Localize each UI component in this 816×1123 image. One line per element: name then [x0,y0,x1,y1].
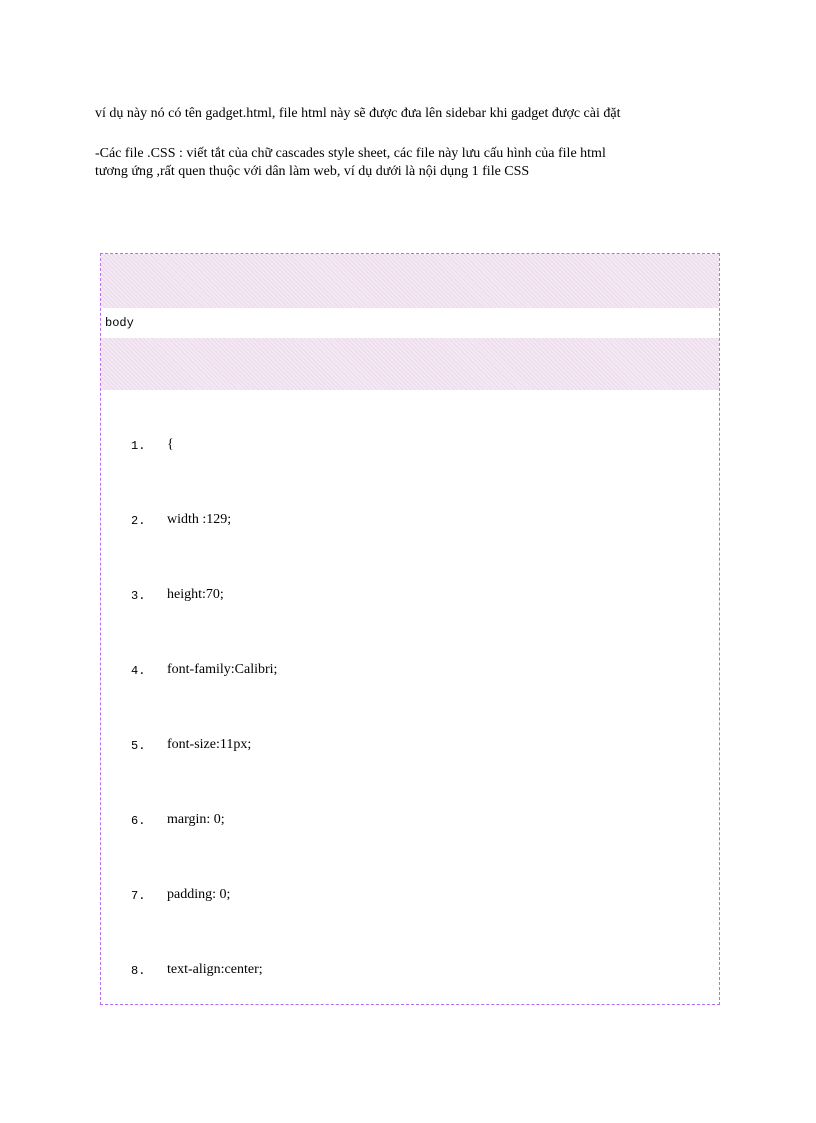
code-text: padding: 0; [167,887,231,902]
code-text: height:70; [167,587,224,602]
intro-line-1: ví dụ này nó có tên gadget.html, file html này sẽ được đưa lên sidebar khi gadget được cài đặt [95,106,621,121]
code-text: font-family:Calibri; [167,662,278,677]
intro-line-2: -Các file .CSS : viết tắt của chữ cascades style sheet, các file này lưu cấu hình của file html [95,146,606,161]
line-number: 7. [131,889,146,903]
line-number: 2. [131,514,146,528]
code-text: margin: 0; [167,812,225,827]
code-text: width :129; [167,512,232,527]
line-number: 6. [131,814,146,828]
code-line [101,887,719,905]
code-subheader-shade [101,338,719,390]
css-code-block [100,253,720,1005]
css-selector: body [105,316,134,330]
code-text: { [167,437,174,452]
line-number: 5. [131,739,146,753]
line-number: 1. [131,439,146,453]
line-number: 8. [131,964,146,978]
code-line [101,662,719,680]
code-header-shade [101,254,719,308]
code-text: font-size:11px; [167,737,252,752]
line-number: 3. [131,589,146,603]
code-line [101,812,719,830]
intro-line-3: tương ứng ,rất quen thuộc với dân làm web, ví dụ dưới là nội dụng 1 file CSS [95,164,530,179]
line-number: 4. [131,664,146,678]
code-line [101,437,719,455]
code-text: text-align:center; [167,962,263,977]
code-line [101,512,719,530]
code-line [101,737,719,755]
code-line [101,962,719,980]
code-line [101,587,719,605]
